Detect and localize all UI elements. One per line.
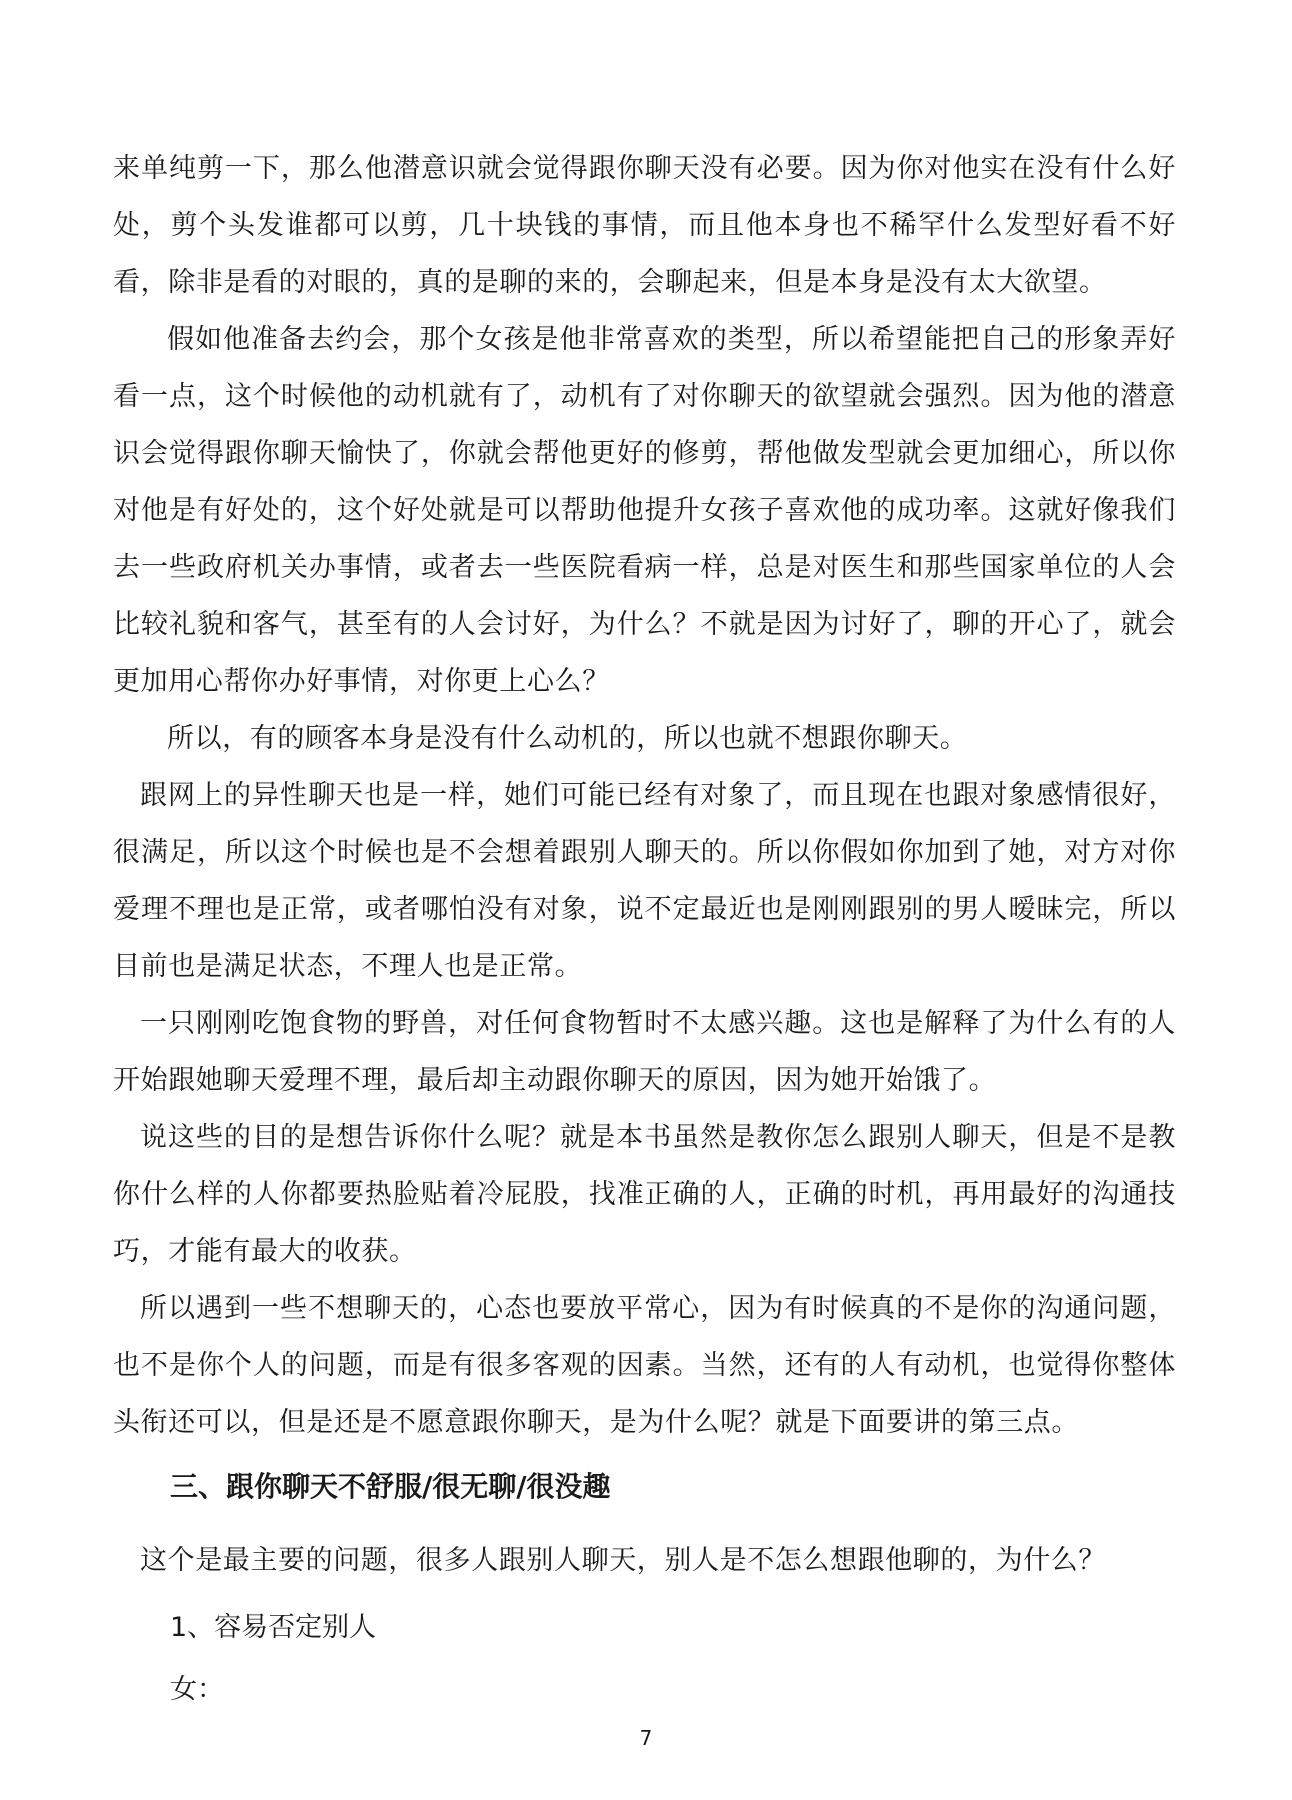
paragraph-7: 所以遇到一些不想聊天的，心态也要放平常心，因为有时候真的不是你的沟通问题，也不是你个人的问题，而是有很多客观的因素。当然，还有的人有动机，也觉得你整体头衔还可以，但是还是不愿意跟你聊天，是为什么呢？就是下面要讲的第三点。 xyxy=(113,1293,1176,1438)
paragraph-3: 所以，有的顾客本身是没有什么动机的，所以也就不想跟你聊天。 xyxy=(167,723,968,754)
section-intro: 这个是最主要的问题，很多人跟别人聊天，别人是不怎么想跟他聊的，为什么？ xyxy=(140,1545,1106,1576)
paragraph-2: 假如他准备去约会，那个女孩是他非常喜欢的类型，所以希望能把自己的形象弄好看一点，这个时候他的动机就有了，动机有了对你聊天的欲望就会强烈。因为他的潜意识会觉得跟你聊天愉快了，你就会帮他更好的修剪，帮他做发型就会更加细心，所以你对他是有好处的，这个好处就是可以帮助他提升女孩子喜欢他的成功率。这就好像我们去一些政府机关办事情，或者去一些医院看病一样，总是对医生和那些国家单位的人会比较礼貌和客气，甚至有的人会讨好，为什么？不就是因为讨好了，聊的开心了，就会更加用心帮你办好事情，对你更上心么？ xyxy=(113,324,1176,697)
paragraph-5: 一只刚刚吃饱食物的野兽，对任何食物暂时不太感兴趣。这也是解释了为什么有的人开始跟她聊天爱理不理，最后却主动跟你聊天的原因，因为她开始饿了。 xyxy=(113,1008,1176,1096)
section-heading: 三、跟你聊天不舒服/很无聊/很没趣 xyxy=(170,1470,611,1503)
page-number: 7 xyxy=(639,1726,653,1750)
subheading: 1、容易否定别人 xyxy=(170,1612,377,1643)
paragraph-6: 说这些的目的是想告诉你什么呢？就是本书虽然是教你怎么跟别人聊天，但是不是教你什么样的人你都要热脸贴着冷屁股，找准正确的人，正确的时机，再用最好的沟通技巧，才能有最大的收获。 xyxy=(113,1122,1176,1267)
paragraph-1: 来单纯剪一下，那么他潜意识就会觉得跟你聊天没有必要。因为你对他实在没有什么好处，剪个头发谁都可以剪，几十块钱的事情，而且他本身也不稀罕什么发型好看不好看，除非是看的对眼的，真的是聊的来的，会聊起来，但是本身是没有太大欲望。 xyxy=(113,153,1176,298)
dialogue-speaker: 女： xyxy=(170,1674,224,1705)
paragraph-4: 跟网上的异性聊天也是一样，她们可能已经有对象了，而且现在也跟对象感情很好，很满足，所以这个时候也是不会想着跟别人聊天的。所以你假如你加到了她，对方对你爱理不理也是正常，或者哪怕没有对象，说不定最近也是刚刚跟别的男人暧昧完，所以目前也是满足状态，不理人也是正常。 xyxy=(113,780,1176,982)
